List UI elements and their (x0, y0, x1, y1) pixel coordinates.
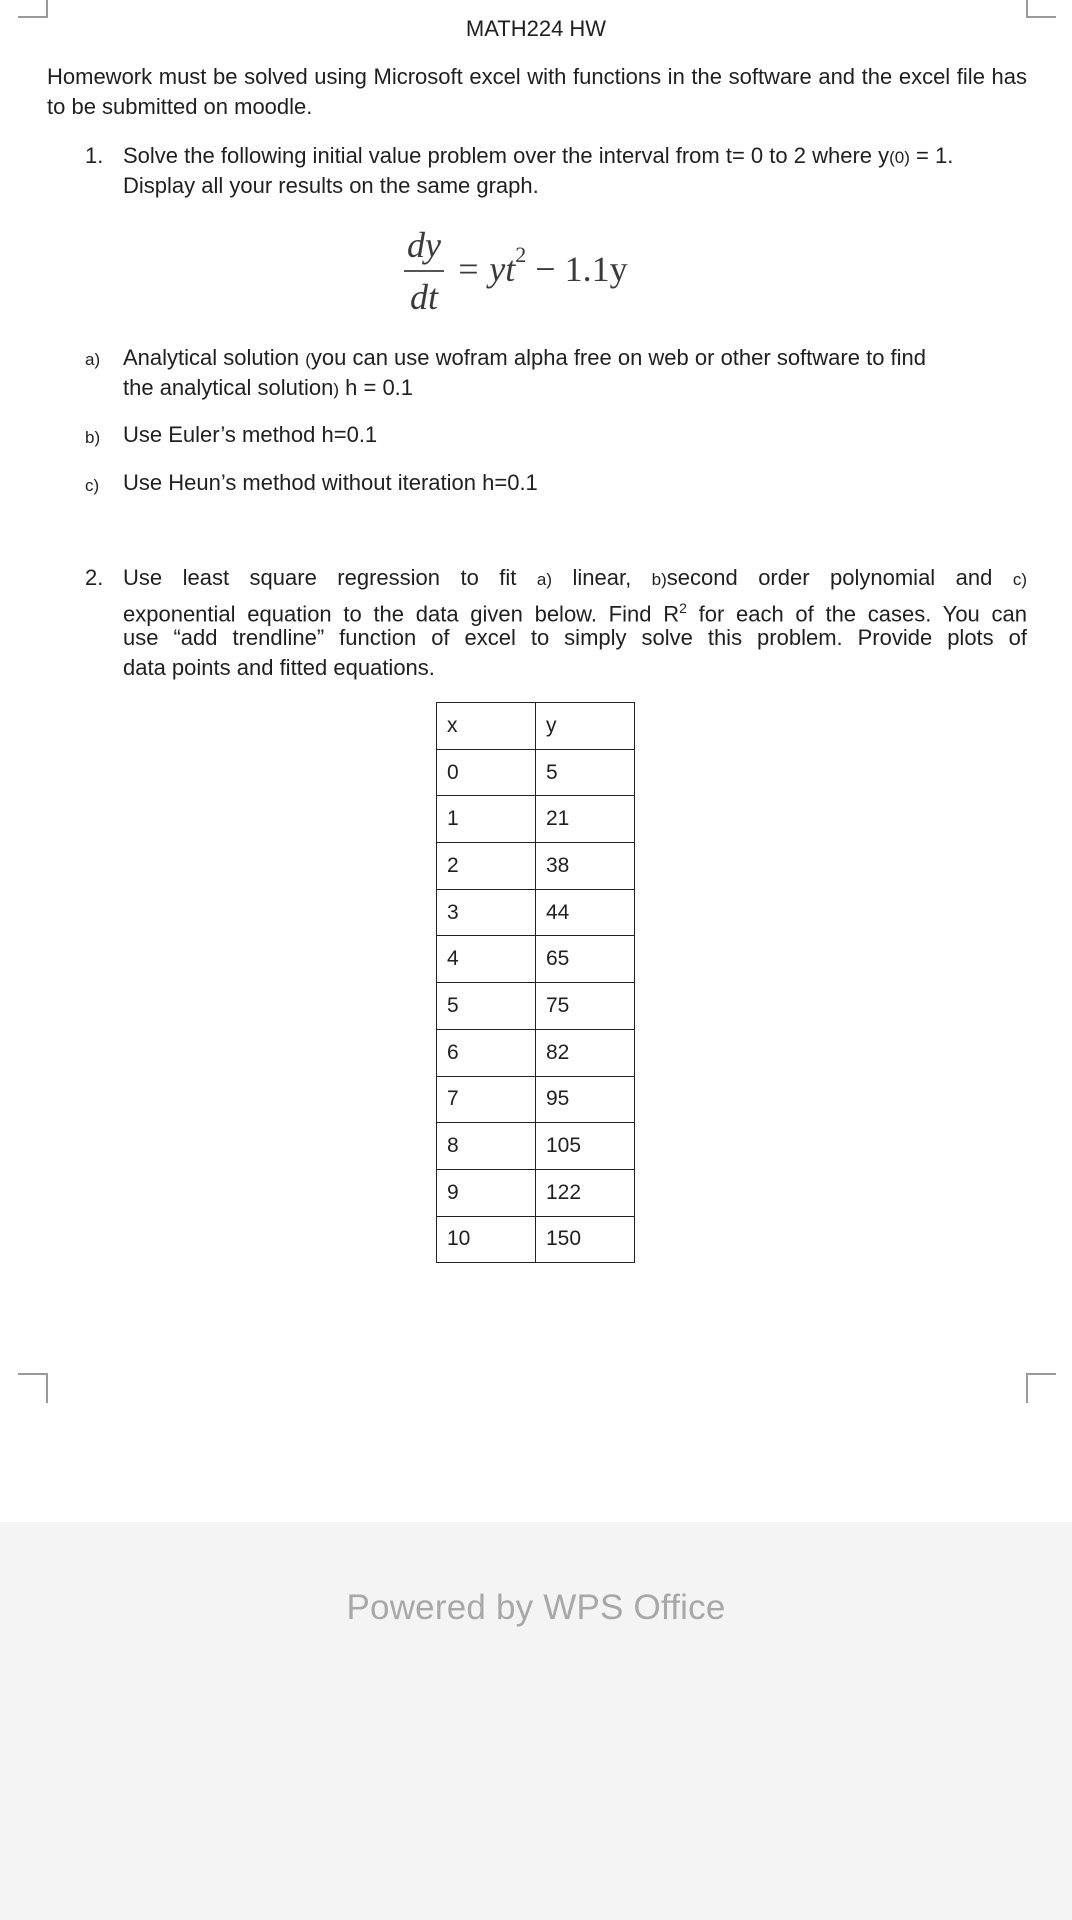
app-footer (0, 1522, 1072, 1920)
problem-2-line-1: Use least square regression to fit a) linear, b)second order polynomial and c) (123, 565, 1028, 590)
footer-branding: Powered by WPS Office (346, 1588, 726, 1627)
table-cell: 3 (437, 889, 536, 936)
table-row (437, 983, 635, 1030)
problem-1-line-1: Solve the following initial value problem over the interval from t= 0 to 2 where y(0) = 1. (123, 143, 954, 168)
table-row (437, 1123, 635, 1170)
table-cell: 0 (437, 749, 536, 796)
table-cell: 38 (536, 843, 635, 890)
problem-2-line-3: use “add trendline” function of excel to simply solve this problem. Provide plots of (123, 625, 1027, 650)
page-title: MATH224 HW (465, 16, 607, 41)
table-row (437, 843, 635, 890)
table-row (437, 1029, 635, 1076)
data-table (436, 702, 635, 1263)
part-a-line-1: Analytical solution (you can use wofram alpha free on web or other software to find (123, 345, 927, 370)
table-cell: 65 (536, 936, 635, 983)
table-row (437, 936, 635, 983)
page-corner-mark (1026, 1373, 1056, 1403)
intro-paragraph: Homework must be solved using Microsoft excel with functions in the software and the excel file has to be submitted on moodle. (47, 64, 1027, 119)
table-cell: 95 (536, 1076, 635, 1123)
table-row (437, 1076, 635, 1123)
table-header-cell: y (536, 703, 635, 750)
part-b-text: Use Euler’s method h=0.1 (123, 422, 378, 447)
table-cell: 44 (536, 889, 635, 936)
table-cell: 75 (536, 983, 635, 1030)
table-cell: 21 (536, 796, 635, 843)
table-header-cell: x (437, 703, 536, 750)
table-cell: 7 (437, 1076, 536, 1123)
problem-1-number: 1. (85, 143, 104, 168)
problem-2-number: 2. (85, 565, 104, 590)
table-row (437, 889, 635, 936)
table-cell: 9 (437, 1169, 536, 1216)
part-c-label: c) (85, 476, 100, 495)
table-row (437, 749, 635, 796)
table-cell: 8 (437, 1123, 536, 1170)
table-cell: 1 (437, 796, 536, 843)
page-corner-mark (18, 1373, 48, 1403)
table-cell: 4 (437, 936, 536, 983)
table-cell: 6 (437, 1029, 536, 1076)
part-c-text: Use Heun’s method without iteration h=0.1 (123, 470, 538, 495)
table-cell: 105 (536, 1123, 635, 1170)
table-row (437, 1216, 635, 1263)
table-cell: 2 (437, 843, 536, 890)
differential-equation: dy dt = $yt^2 - 1.1y$ (400, 224, 700, 324)
part-b-label: b) (85, 428, 101, 447)
problem-2-line-2: exponential equation to the data given below. Find $R^2$ for each of the cases. You can (123, 600, 1027, 627)
table-row (437, 796, 635, 843)
problem-1-line-2: Display all your results on the same graph. (123, 173, 539, 198)
table-cell: 5 (536, 749, 635, 796)
table-row (437, 1169, 635, 1216)
table-cell: 5 (437, 983, 536, 1030)
table-header-row (437, 703, 635, 750)
table-cell: 150 (536, 1216, 635, 1263)
equation-rhs: = $yt^2 - 1.1y$ (456, 242, 628, 289)
table-cell: 122 (536, 1169, 635, 1216)
problem-2-line-4: data points and fitted equations. (123, 655, 435, 680)
table-cell: 10 (437, 1216, 536, 1263)
part-a-label: a) (85, 350, 101, 369)
part-a-line-2: the analytical solution) h = 0.1 (123, 375, 414, 400)
table-cell: 82 (536, 1029, 635, 1076)
